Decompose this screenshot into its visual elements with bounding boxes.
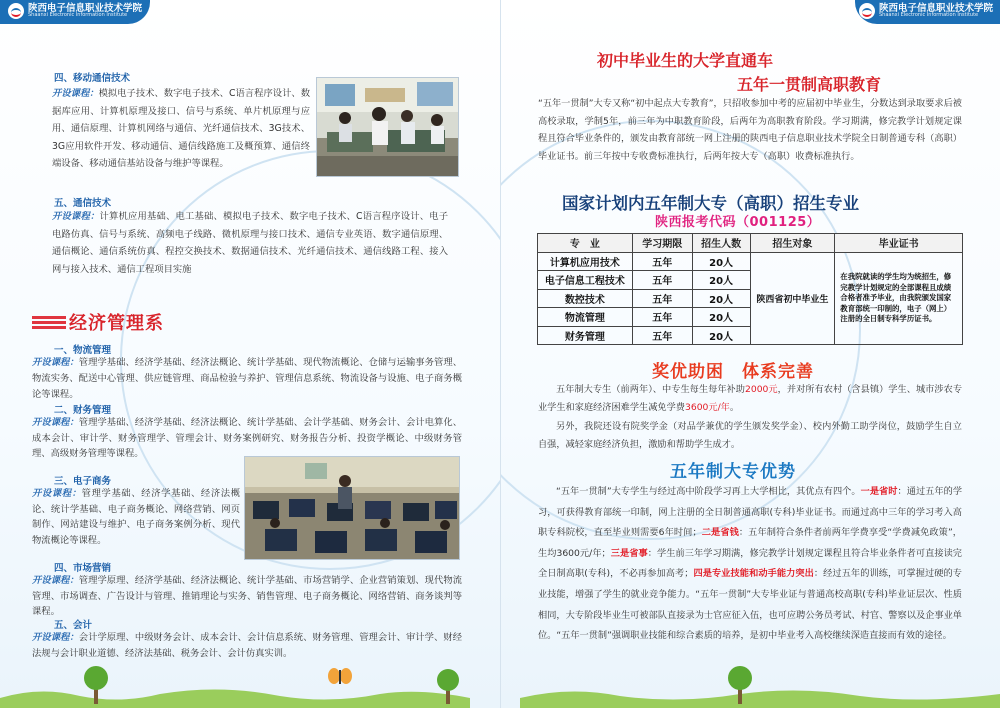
- school-name: 陕西电子信息职业技术学院: [879, 2, 994, 14]
- school-logo-icon: [859, 3, 875, 19]
- section-heading-accounting: 五、会计: [54, 620, 93, 631]
- paragraph-logistics: 开设课程：管理学基础、经济学基础、经济法概论、统计学基础、现代物流概论、仓储与运输事务管理、物流实务、配送中心管理、供应链管理、商品检验与养护、管理信息系统、物流设备与设施、电子商务概论等课程。: [32, 357, 462, 400]
- dept-title: 经济管理系: [69, 313, 164, 334]
- table-row: 电子信息工程技术 五年 20人: [538, 271, 963, 290]
- paragraph-mobile: 开设课程：模拟电子技术、数字电子技术、C语言程序设计、数据库应用、计算机原理及接口、信号与系统、单片机原理与应用、通信原理、计算机网络与通信、光纤通信技术、3G技术、3G应用软件开发、移动通信、通信线路施工及概预算、通信终端设备、移动通信基站设备与维护等课程。: [52, 88, 310, 170]
- col-header-count: 招生人数: [692, 234, 750, 253]
- computer-lab-photo: [244, 456, 460, 560]
- title-line-2: 五年一贯制高职教育: [737, 75, 882, 94]
- paragraph-finance: 开设课程：管理学基础、经济学基础、经济法概论、统计学基础、会计学基础、财务会计、会计电算化、成本会计、审计学、财务管理学、管理会计、财务案例研究、财务报告分析、投资学概论、中级财务管理、高级财务管理等课程。: [32, 417, 462, 460]
- classroom-photo: [316, 77, 459, 177]
- section-heading-marketing: 四、市场营销: [54, 563, 112, 574]
- school-logo: [859, 3, 993, 19]
- title-line-1: 初中毕业生的大学直通车: [597, 51, 774, 70]
- aid-title: 奖优助困 体系完善: [652, 362, 814, 382]
- table-row: 计算机应用技术 五年 20人 陕西省初中毕业生 在我院就读的学生均为统招生，修完教学计划规定的全部课程且成绩合格者准予毕业，由我院颁发国家教育部统一印制的，电子（网上）注册的全日制专科学历证书。: [538, 252, 963, 271]
- table-row: 物流管理 五年 20人: [538, 308, 963, 327]
- table-row: 财务管理 五年 20人: [538, 326, 963, 345]
- paragraph-accounting: 开设课程：会计学原理、中级财务会计、成本会计、会计信息系统、财务管理、管理会计、审计学、财经法规与会计职业道德、经济法基础、税务会计、会计仿真实训。: [32, 632, 462, 659]
- section-heading-logistics: 一、物流管理: [54, 345, 112, 356]
- target-cell: 陕西省初中毕业生: [750, 252, 835, 345]
- section-heading-comm: 五、通信技术: [54, 198, 112, 209]
- col-header-major: 专 业: [538, 234, 633, 253]
- school-logo: [8, 3, 142, 19]
- plan-title: 国家计划内五年制大专（高职）招生专业: [562, 194, 859, 213]
- paragraph-marketing: 开设课程：管理学原理、经济学基础、经济法概论、统计学基础、市场营销学、企业营销策划、现代物流管理、市场调查、广告设计与管理、推销理论与实务、销售管理、电子商务概论、网络营销、商务谈判等课程。: [32, 575, 462, 618]
- section-heading-ecommerce: 三、电子商务: [54, 476, 112, 487]
- paragraph-comm: 开设课程：计算机应用基础、电工基础、模拟电子技术、数字电子技术、C语言程序设计、电子电路仿真、信号与系统、高频电子线路、微机原理与接口技术、通信专业英语、数字通信原理、通信概论、通信系统仿真、程控交换技术、数据通信技术、光纤通信技术、通信线路工程、接入网与接入技术、通信工程项目实施: [52, 211, 448, 275]
- advantage-title: 五年制大专优势: [670, 462, 796, 482]
- school-logo-icon: [8, 3, 24, 19]
- intro-paragraph: “五年一贯制”大专又称“初中起点大专教育”，只招收参加中考的应届初中毕业生，分数达到录取要求后被高校录取，学制5年，前三年为中职教育阶段，后两年为高职教育阶段。学习期满，修完教学计划规定课程且符合毕业条件的，颁发由教育部统一网上注册的陕西电子信息职业技术学院全日制普通专科（高职）毕业证书。前三年按中专收费标准执行，后两年按大专（高职）收费标准执行。: [538, 98, 962, 162]
- col-header-target: 招生对象: [750, 234, 835, 253]
- dept-bars-icon: [32, 316, 66, 329]
- aid-paragraph-1: 五年制大专生（前两年）、中专生每生每年补助2000元，并对所有农村（含县镇）学生、城市涉农专业学生和家庭经济困难学生减免学费3600元/年。: [538, 384, 963, 413]
- table-row: 数控技术 五年 20人: [538, 289, 963, 308]
- advantage-paragraph: “五年一贯制”大专学生与经过高中阶段学习再上大学相比，其优点有四个。一是省时：通过五年的学习，可获得教育部统一印制，网上注册的全日制普通高职(专科)毕业证书。而通过高中三年的学习考入高职专科院校，直至毕业则需要6年时间；二是省钱：五年制符合条件者前两年学费享受“学费减免政策”，生均3600元/年；三是省事：学生前三年学习期满，修完教学计划规定课程且符合毕业条件者可直接读完全日制高职(专科)，不必再参加高考；四是专业技能和动手能力突出：经过五年的训练，可掌握过硬的专业技能，增强了学生的就业竞争能力。“五年一贯制”大专毕业证与普通高校高职(专科)毕业证层次、性质相同，大专阶段毕业生可被部队直接录为士官应征入伍，也可应聘公务员考试、村官、警察以及企事业单位。“五年一贯制”强调职业技能和综合素质的培养，是初中毕业考入高校继续深造直接而有效的途径。: [538, 486, 963, 642]
- table-header-row: [538, 234, 963, 253]
- section-heading-mobile: 四、移动通信技术: [54, 73, 131, 84]
- paragraph-ecommerce: 开设课程：管理学基础、经济学基础、经济法概论、统计学基础、电子商务概论、网络营销、网页制作、网站建设与维护、电子商务案例分析、现代物流概论等课程。: [32, 488, 240, 546]
- school-name-en: Shaanxi Electronic Information Institute: [28, 12, 128, 19]
- dept-banner: [32, 309, 164, 335]
- col-header-years: 学习期限: [632, 234, 692, 253]
- col-header-cert: 毕业证书: [835, 234, 963, 253]
- exam-code: 陕西报考代码（001125）: [655, 215, 821, 230]
- aid-paragraph-2: 另外，我院还设有院奖学金（对品学兼优的学生颁发奖学金）、校内外勤工助学岗位，鼓励学生自立自强，减轻家庭经济负担，激励和帮助学生成才。: [538, 421, 962, 450]
- certificate-cell: 在我院就读的学生均为统招生，修完教学计划规定的全部课程且成绩合格者准予毕业，由我院颁发国家教育部统一印制的，电子（网上）注册的全日制专科学历证书。: [835, 252, 963, 345]
- school-name: 陕西电子信息职业技术学院: [28, 2, 143, 14]
- enrollment-table: [537, 233, 963, 345]
- section-heading-finance: 二、财务管理: [54, 405, 112, 416]
- school-name-en: Shaanxi Electronic Information Institute: [879, 12, 979, 19]
